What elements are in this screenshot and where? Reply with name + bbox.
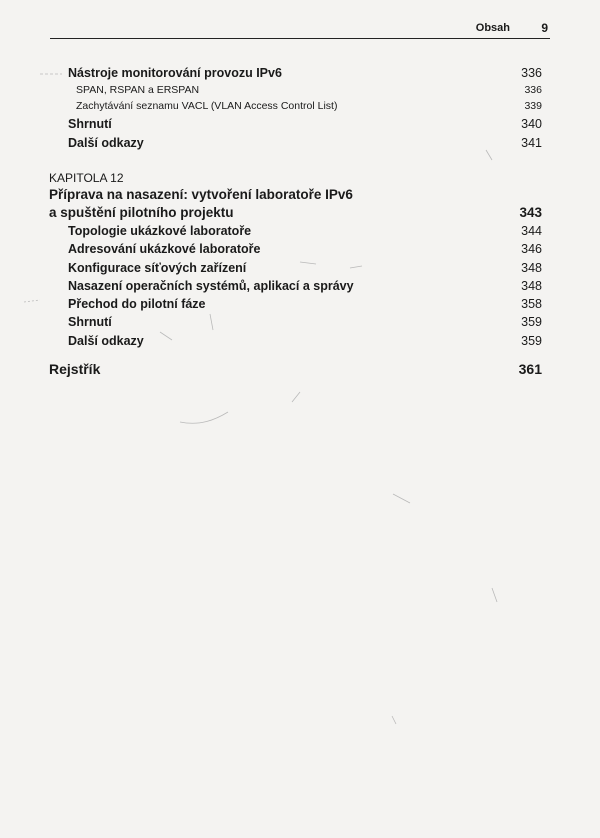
toc-entry-title: Další odkazy xyxy=(68,136,144,150)
toc-entry-title: Nástroje monitorování provozu IPv6 xyxy=(68,66,282,80)
toc-subentry-page: 339 xyxy=(524,100,542,112)
toc-entry-page: 358 xyxy=(521,297,542,311)
toc-entry-page: 348 xyxy=(521,261,542,275)
chapter-title-line-1: Příprava na nasazení: vytvoření laboratoře IPv6 xyxy=(49,187,353,202)
toc-entry-page: 348 xyxy=(521,279,542,293)
toc-entry-title: Shrnutí xyxy=(68,117,112,131)
toc-entry-title: Adresování ukázkové laboratoře xyxy=(68,242,261,256)
chapter-page: 343 xyxy=(519,205,542,220)
page-number: 9 xyxy=(541,21,548,35)
toc-entry-title: Přechod do pilotní fáze xyxy=(68,297,206,311)
toc-entry-page: 340 xyxy=(521,117,542,131)
toc-subentry-page: 336 xyxy=(524,84,542,96)
toc-entry-page: 341 xyxy=(521,136,542,150)
toc-entry-title: Shrnutí xyxy=(68,315,112,329)
index-page: 361 xyxy=(518,361,542,377)
toc-entry-page: 336 xyxy=(521,66,542,80)
toc-entry-page: 359 xyxy=(521,315,542,329)
index-label: Rejstřík xyxy=(49,361,101,377)
running-header-title: Obsah xyxy=(475,22,510,34)
toc-subentry-title: SPAN, RSPAN a ERSPAN xyxy=(76,84,200,96)
chapter-title-line-2: a spuštění pilotního projektu xyxy=(49,205,234,220)
toc-entry-page: 359 xyxy=(521,334,542,348)
toc-entry-title: Konfigurace síťových zařízení xyxy=(68,261,247,275)
toc-entry-title: Nasazení operačních systémů, aplikací a správy xyxy=(68,279,354,293)
toc-subentry-title: Zachytávání seznamu VACL (VLAN Access Control List) xyxy=(76,100,338,112)
toc-entry-title: Další odkazy xyxy=(68,334,144,348)
toc-entry-page: 344 xyxy=(521,224,542,238)
chapter-label: KAPITOLA 12 xyxy=(49,171,124,185)
toc-entry-page: 346 xyxy=(521,242,542,256)
toc-entry-title: Topologie ukázkové laboratoře xyxy=(68,224,252,238)
